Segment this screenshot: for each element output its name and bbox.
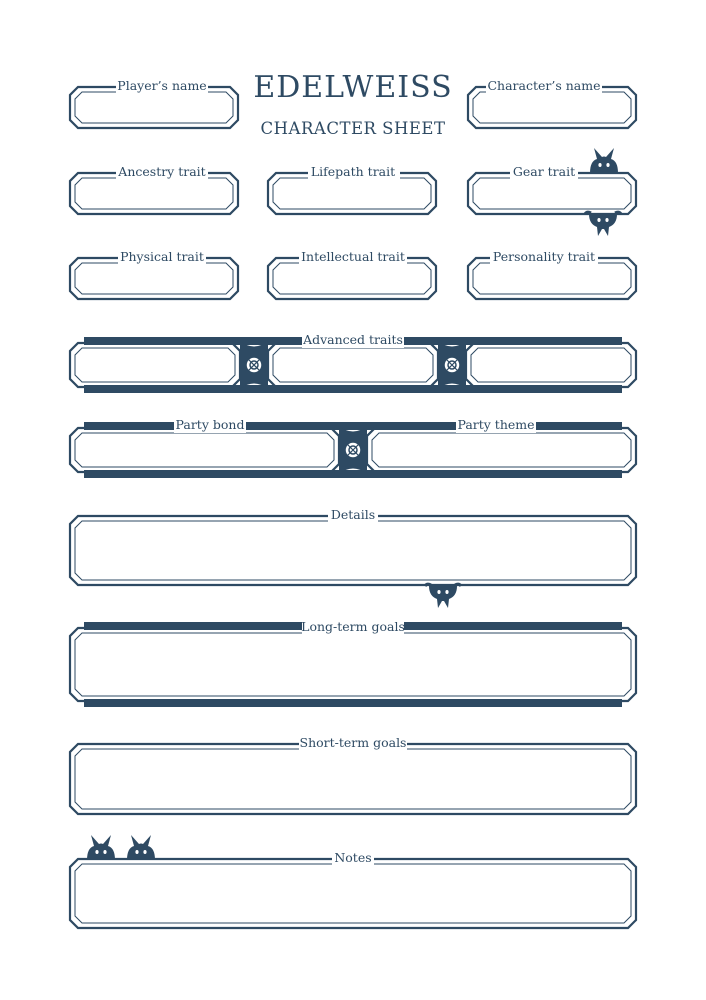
creature-icon <box>87 835 115 860</box>
notes-field[interactable] <box>70 850 636 928</box>
players-name-field[interactable] <box>70 78 238 128</box>
personality-trait-label: Personality trait <box>492 249 596 264</box>
ancestry-trait-label: Ancestry trait <box>118 164 206 179</box>
creature-icon <box>585 212 621 236</box>
party-theme-label: Party theme <box>457 417 535 432</box>
party-bond-label: Party bond <box>175 417 245 432</box>
details-field[interactable] <box>70 507 636 585</box>
ancestry-trait-field[interactable] <box>70 164 238 214</box>
party-bond-theme-field[interactable] <box>70 417 636 478</box>
characters-name-field[interactable] <box>468 78 636 128</box>
players-name-label: Player’s name <box>117 78 207 93</box>
short-term-goals-label: Short-term goals <box>299 735 407 750</box>
details-label: Details <box>330 507 376 522</box>
sheet-title: EDELWEISS <box>253 70 453 105</box>
intellectual-trait-field[interactable] <box>268 249 436 299</box>
characters-name-label: Character’s name <box>487 78 601 93</box>
sheet-subtitle: CHARACTER SHEET <box>260 119 446 138</box>
lifepath-trait-field[interactable] <box>268 164 436 214</box>
notes-label: Notes <box>334 850 372 865</box>
long-term-goals-label: Long-term goals <box>301 619 405 634</box>
lifepath-trait-label: Lifepath trait <box>310 164 396 179</box>
intellectual-trait-label: Intellectual trait <box>301 249 405 264</box>
advanced-traits-label: Advanced traits <box>303 332 403 347</box>
physical-trait-field[interactable] <box>70 249 238 299</box>
creature-icon <box>590 148 618 173</box>
long-term-goals-field[interactable] <box>70 619 636 707</box>
personality-trait-field[interactable] <box>468 249 636 299</box>
gear-trait-label: Gear trait <box>512 164 576 179</box>
short-term-goals-field[interactable] <box>70 735 636 814</box>
physical-trait-label: Physical trait <box>120 249 204 264</box>
advanced-traits-field[interactable] <box>70 332 636 393</box>
creature-icon <box>425 584 461 608</box>
creature-icon <box>127 835 155 860</box>
